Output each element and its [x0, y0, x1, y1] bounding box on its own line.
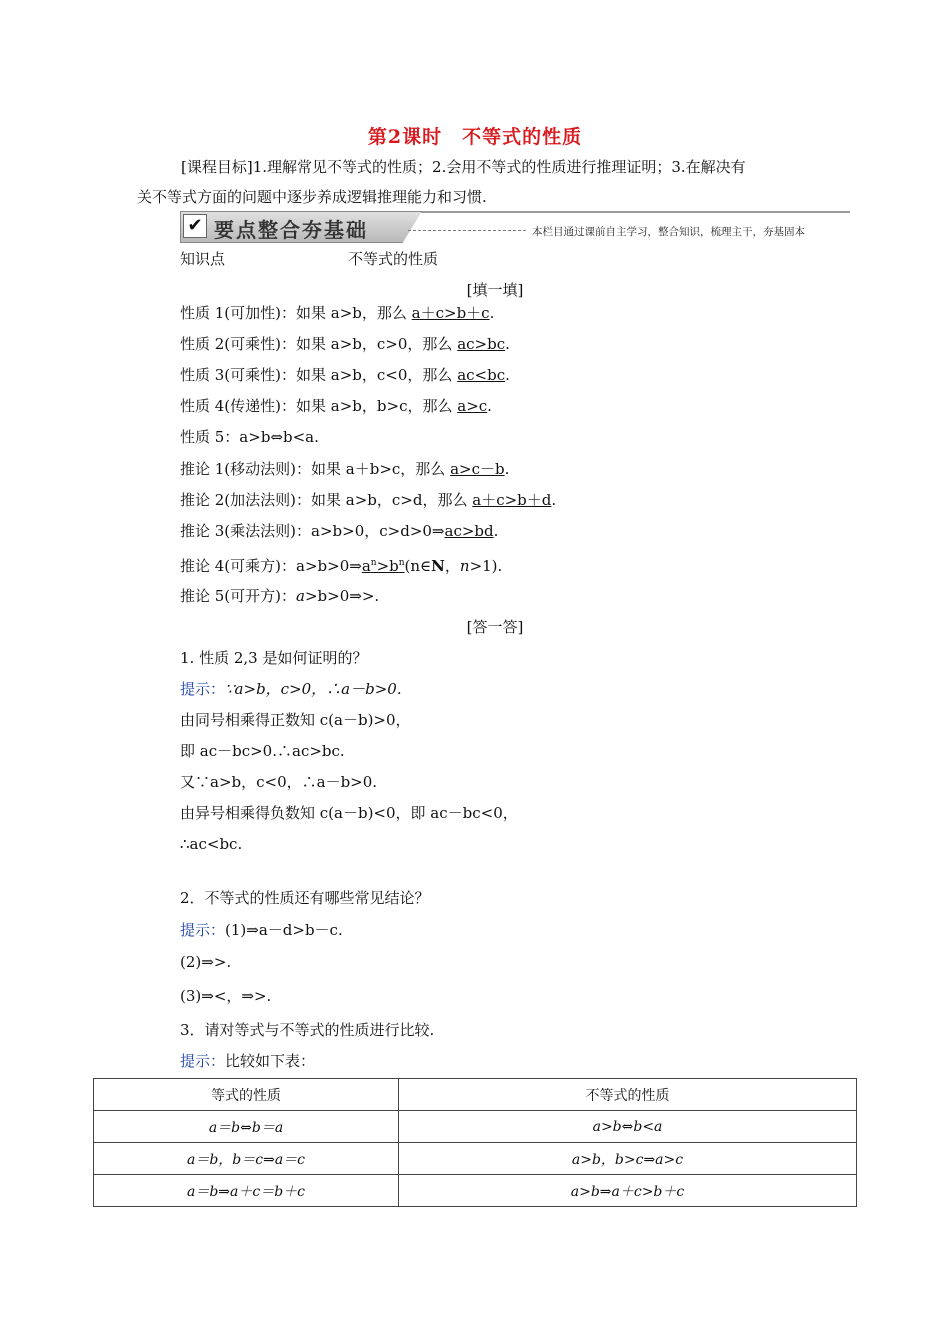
table-cell: a＝b⇔b＝a: [94, 1111, 399, 1143]
table-cell: a＝b⇒a＋c＝b＋c: [94, 1175, 399, 1207]
answer-blank: a＋c>b＋c: [411, 304, 490, 322]
q1-line: ∴ac<bc.: [180, 835, 243, 853]
hint-label: 提示：: [180, 921, 226, 939]
answer-blank: a>c－b: [450, 460, 505, 478]
fill-heading: [填一填]: [466, 281, 524, 299]
q2-line: (3)⇒<，⇒>.: [180, 987, 272, 1005]
section-banner: [180, 211, 850, 243]
q2-hint: 提示：(1)⇒a－d>b－c.: [180, 921, 343, 939]
answer-blank: ac>bd: [444, 522, 494, 540]
goal-line-2: 关不等式方面的问题中逐步养成逻辑推理能力和习惯.: [137, 188, 487, 206]
goal-label: [课程目标]: [181, 158, 253, 176]
course-goal: [137, 152, 817, 212]
question-3: 3．请对等式与不等式的性质进行比较.: [180, 1021, 435, 1039]
property-1: 性质 1(可加性)：如果 a>b，那么 a＋c>b＋c.: [180, 304, 495, 322]
table-cell: a>b⇒a＋c>b＋c: [399, 1175, 857, 1207]
corollary-3: 推论 3(乘法法则)：a>b>0，c>d>0⇒ac>bd.: [180, 522, 499, 540]
section-note: 本栏目通过课前自主学习，整合知识，梳理主干，夯基固本: [532, 226, 805, 238]
property-2: 性质 2(可乘性)：如果 a>b，c>0，那么 ac>bc.: [180, 335, 510, 353]
table-cell: a>b，b>c⇒a>c: [399, 1143, 857, 1175]
property-5: 性质 5：a>b⇔b<a.: [180, 428, 319, 446]
table-cell: a>b⇔b<a: [399, 1111, 857, 1143]
q1-hint: 提示：∵a>b，c>0，∴a－b>0.: [180, 680, 402, 698]
corollary-5: 推论 5(可开方)：a>b>0⇒>.: [180, 587, 380, 605]
q2-line: (2)⇒>.: [180, 953, 232, 971]
section-title: 要点整合夯基础: [214, 218, 368, 242]
knowledge-label: 知识点: [180, 250, 226, 268]
comparison-table: [93, 1078, 857, 1207]
q3-hint: 提示：比较如下表：: [180, 1052, 316, 1070]
answer-blank: ac<bc: [457, 366, 506, 384]
goal-line-1: 1.理解常见不等式的性质；2.会用不等式的性质进行推理证明；3.在解决有: [252, 158, 746, 176]
answer-blank: ac>bc: [457, 335, 506, 353]
hint-label: 提示：: [180, 680, 226, 698]
question-2: 2．不等式的性质还有哪些常见结论？: [180, 889, 430, 907]
property-3: 性质 3(可乘性)：如果 a>b，c<0，那么 ac<bc.: [180, 366, 510, 384]
q1-line: 由同号相乘得正数知 c(a－b)>0，: [180, 711, 411, 729]
hint-label: 提示：: [180, 1052, 226, 1070]
corollary-2: 推论 2(加法法则)：如果 a>b，c>d，那么 a＋c>b＋d.: [180, 491, 557, 509]
table-header: 不等式的性质: [399, 1079, 857, 1111]
question-1: 1. 性质 2,3 是如何证明的？: [180, 649, 368, 667]
answer-blank: $a^n>b^n$: [361, 557, 405, 575]
lesson-title: 第2课时 不等式的性质: [367, 126, 583, 148]
table-cell: a＝b，b＝c⇒a＝c: [94, 1143, 399, 1175]
answer-blank: a＋c>b＋d: [472, 491, 552, 509]
table-row: [94, 1175, 857, 1207]
answer-heading: [答一答]: [466, 618, 524, 636]
q1-line: 又∵a>b，c<0，∴a－b>0.: [180, 773, 378, 791]
knowledge-topic: 不等式的性质: [348, 250, 439, 268]
answer-blank: a>c: [457, 397, 488, 415]
property-4: 性质 4(传递性)：如果 a>b，b>c，那么 a>c.: [180, 397, 492, 415]
table-header-row: [94, 1079, 857, 1111]
table-header: 等式的性质: [94, 1079, 399, 1111]
corollary-4: 推论 4(可乘方)：$a>b>0\Rightarrow a^n>b^n(n\in N$，n>1).: [180, 557, 503, 575]
knowledge-point: [180, 248, 439, 270]
corollary-1: 推论 1(移动法则)：如果 a＋b>c，那么 a>c－b.: [180, 460, 510, 478]
q1-line: 即 ac－bc>0.∴ac>bc.: [180, 742, 345, 760]
table-row: [94, 1143, 857, 1175]
q1-line: 由异号相乘得负数知 c(a－b)<0，即 ac－bc<0，: [180, 804, 518, 822]
table-row: [94, 1111, 857, 1143]
check-icon: ✔: [183, 214, 207, 238]
